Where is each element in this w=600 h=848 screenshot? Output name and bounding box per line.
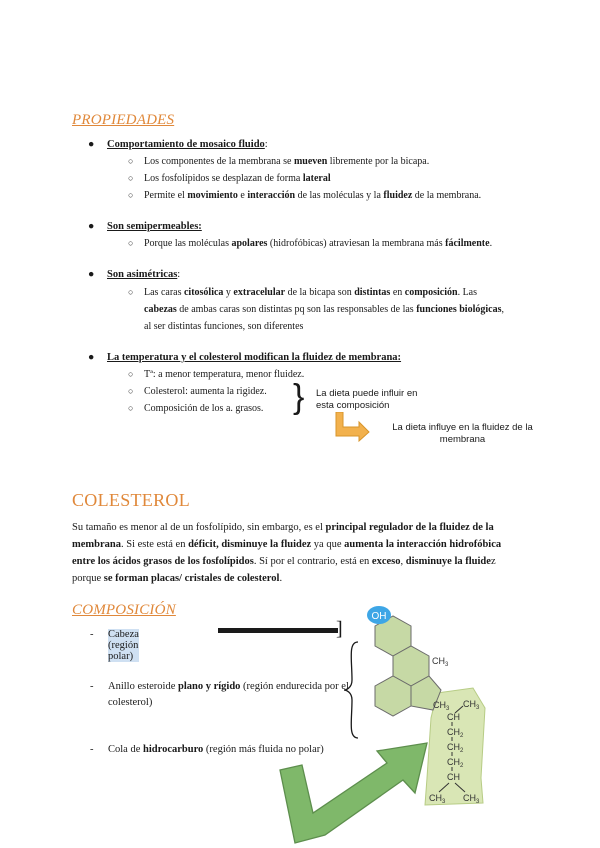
text: Los fosfolípidos se desplazan de forma bbox=[144, 173, 303, 184]
bullet-dot: ● bbox=[88, 221, 95, 232]
pointer-bracket: ] bbox=[336, 618, 343, 640]
text-bold: cabezas bbox=[144, 304, 177, 315]
text: libremente por la bicapa. bbox=[327, 156, 430, 167]
svg-text:CH3: $CH_3$ bbox=[429, 793, 446, 805]
bullet-mosaico-title: Comportamiento de mosaico fluido bbox=[107, 139, 265, 150]
text: Cola de bbox=[108, 744, 143, 755]
text: , bbox=[501, 304, 504, 315]
svg-text:CH3: $CH_3$ bbox=[433, 700, 450, 712]
bullet-dot: ● bbox=[88, 269, 95, 280]
text: colesterol) bbox=[108, 697, 153, 708]
bullet-temperatura-title: La temperatura y el colesterol modifican la fluidez de membrana: bbox=[107, 352, 402, 363]
text-bold: lateral bbox=[302, 173, 331, 184]
text: al ser distintas funciones, son diferentes bbox=[144, 321, 304, 332]
text: Permite el bbox=[144, 190, 188, 201]
text-bold: disminuye la fluide bbox=[405, 556, 491, 567]
text: de la membrana. bbox=[412, 190, 482, 201]
circle-bullet: ○ bbox=[128, 173, 134, 183]
composicion-heading: COMPOSICIÓN bbox=[72, 602, 176, 618]
para-line bbox=[72, 553, 532, 570]
text-bold: mueven bbox=[293, 156, 328, 167]
text-bold: fácilmente bbox=[445, 238, 490, 249]
text: Anillo esteroide bbox=[108, 681, 178, 692]
text-bold: composición bbox=[404, 287, 458, 298]
svg-text:CH2: $CH_2$ bbox=[447, 757, 464, 769]
text: . Si este está en bbox=[121, 539, 189, 550]
text-bold: distintas bbox=[354, 287, 391, 298]
text-bold: extracelular bbox=[233, 287, 286, 298]
text: Tª: a menor temperatura, menor fluidez. bbox=[144, 369, 305, 380]
text: ya que bbox=[311, 539, 345, 550]
text-bold: exceso bbox=[371, 556, 401, 567]
text-bold: membrana bbox=[72, 539, 121, 550]
text: porque bbox=[72, 573, 104, 584]
text: z bbox=[490, 556, 496, 567]
text-bold: principal regulador de la fluidez de la bbox=[325, 522, 494, 533]
dash: - bbox=[90, 629, 94, 640]
svg-text:CH2: $CH_2$ bbox=[447, 742, 464, 754]
text: Cabeza (región polar) bbox=[108, 629, 139, 662]
para-line bbox=[72, 536, 532, 553]
svg-text:CH: CH bbox=[447, 772, 460, 782]
text-bold: entre los ácidos grasos de los fosfolípidos bbox=[72, 556, 254, 567]
text: de la bicapa son bbox=[285, 287, 355, 298]
text: Colesterol: aumenta la rigidez. bbox=[144, 386, 267, 397]
para-line bbox=[72, 519, 532, 536]
green-arrow-icon bbox=[275, 735, 435, 845]
text: Los componentes de la membrana se bbox=[144, 156, 294, 167]
colesterol-paragraph bbox=[72, 519, 532, 587]
text-bold: interacción bbox=[247, 190, 296, 201]
text-bold: plano y rígido bbox=[177, 681, 241, 692]
text: en bbox=[390, 287, 405, 298]
dash: - bbox=[90, 744, 94, 755]
text: Las caras bbox=[144, 287, 184, 298]
text: . bbox=[489, 238, 493, 249]
circle-bullet: ○ bbox=[128, 238, 134, 248]
text-bold: citosólica bbox=[183, 287, 224, 298]
text: (hidrofóbicas) atraviesan la membrana más bbox=[267, 238, 446, 249]
svg-text:CH3: $CH_3$ bbox=[463, 793, 480, 805]
note-dieta-composicion: La dieta puede influir en esta composición bbox=[316, 388, 418, 411]
svg-text:CH: CH bbox=[447, 712, 460, 722]
colesterol-heading: COLESTEROL bbox=[72, 490, 190, 510]
oh-label: OH bbox=[371, 611, 387, 622]
text-bold: se forman placas/ cristales de colesterol bbox=[103, 573, 280, 584]
text: . bbox=[279, 573, 283, 584]
text-bold: fluidez bbox=[383, 190, 413, 201]
text: Composición de los a. grasos. bbox=[144, 403, 264, 414]
dash: - bbox=[90, 681, 94, 692]
text: . Sí por el contrario, está en bbox=[253, 556, 372, 567]
text: . Las bbox=[457, 287, 478, 298]
text: de las moléculas y la bbox=[295, 190, 384, 201]
text: de ambas caras son distintas pq son las responsables de las bbox=[176, 304, 417, 315]
ch3-ring-label: $CH_3$ bbox=[432, 656, 449, 668]
circle-bullet: ○ bbox=[128, 190, 134, 200]
text-bold: déficit, disminuye la fluidez bbox=[188, 539, 312, 550]
text: y bbox=[223, 287, 234, 298]
text-bold: funciones biológicas bbox=[416, 304, 502, 315]
para-line bbox=[72, 570, 532, 587]
text: Su tamaño es menor al de un fosfolípido, sin embargo, es el bbox=[72, 522, 326, 533]
brace-icon: } bbox=[293, 378, 305, 416]
bullet-dot: ● bbox=[88, 352, 95, 363]
text: Porque las moléculas bbox=[144, 238, 232, 249]
circle-bullet: ○ bbox=[128, 403, 134, 413]
text: (región endurecida por el bbox=[240, 681, 349, 692]
text: , bbox=[400, 556, 406, 567]
title-suffix: : bbox=[177, 269, 181, 280]
text-bold: apolares bbox=[231, 238, 268, 249]
bullet-semipermeables-title: Son semipermeables: bbox=[107, 221, 202, 232]
circle-bullet: ○ bbox=[128, 369, 134, 379]
text: (región más fluida no polar) bbox=[203, 744, 324, 755]
orange-arrow-icon bbox=[333, 412, 373, 442]
propiedades-heading: PROPIEDADES bbox=[72, 112, 175, 128]
circle-bullet: ○ bbox=[128, 386, 134, 396]
note-dieta-fluidez: La dieta influye en la fluidez de la membrana bbox=[392, 422, 533, 445]
bullet-dot: ● bbox=[88, 139, 95, 150]
svg-text:CH3: $CH_3$ bbox=[463, 699, 480, 711]
circle-bullet: ○ bbox=[128, 156, 134, 166]
text-bold: aumenta la interacción hidrofóbica bbox=[344, 539, 502, 550]
pointer-line bbox=[218, 628, 338, 633]
bullet-asimetricas-title: Son asimétricas bbox=[107, 269, 178, 280]
text-bold: hidrocarburo bbox=[143, 744, 204, 755]
text: e bbox=[237, 190, 248, 201]
circle-bullet: ○ bbox=[128, 287, 134, 297]
svg-text:CH2: $CH_2$ bbox=[447, 727, 464, 739]
text-bold: movimiento bbox=[187, 190, 238, 201]
title-suffix: : bbox=[264, 139, 268, 150]
